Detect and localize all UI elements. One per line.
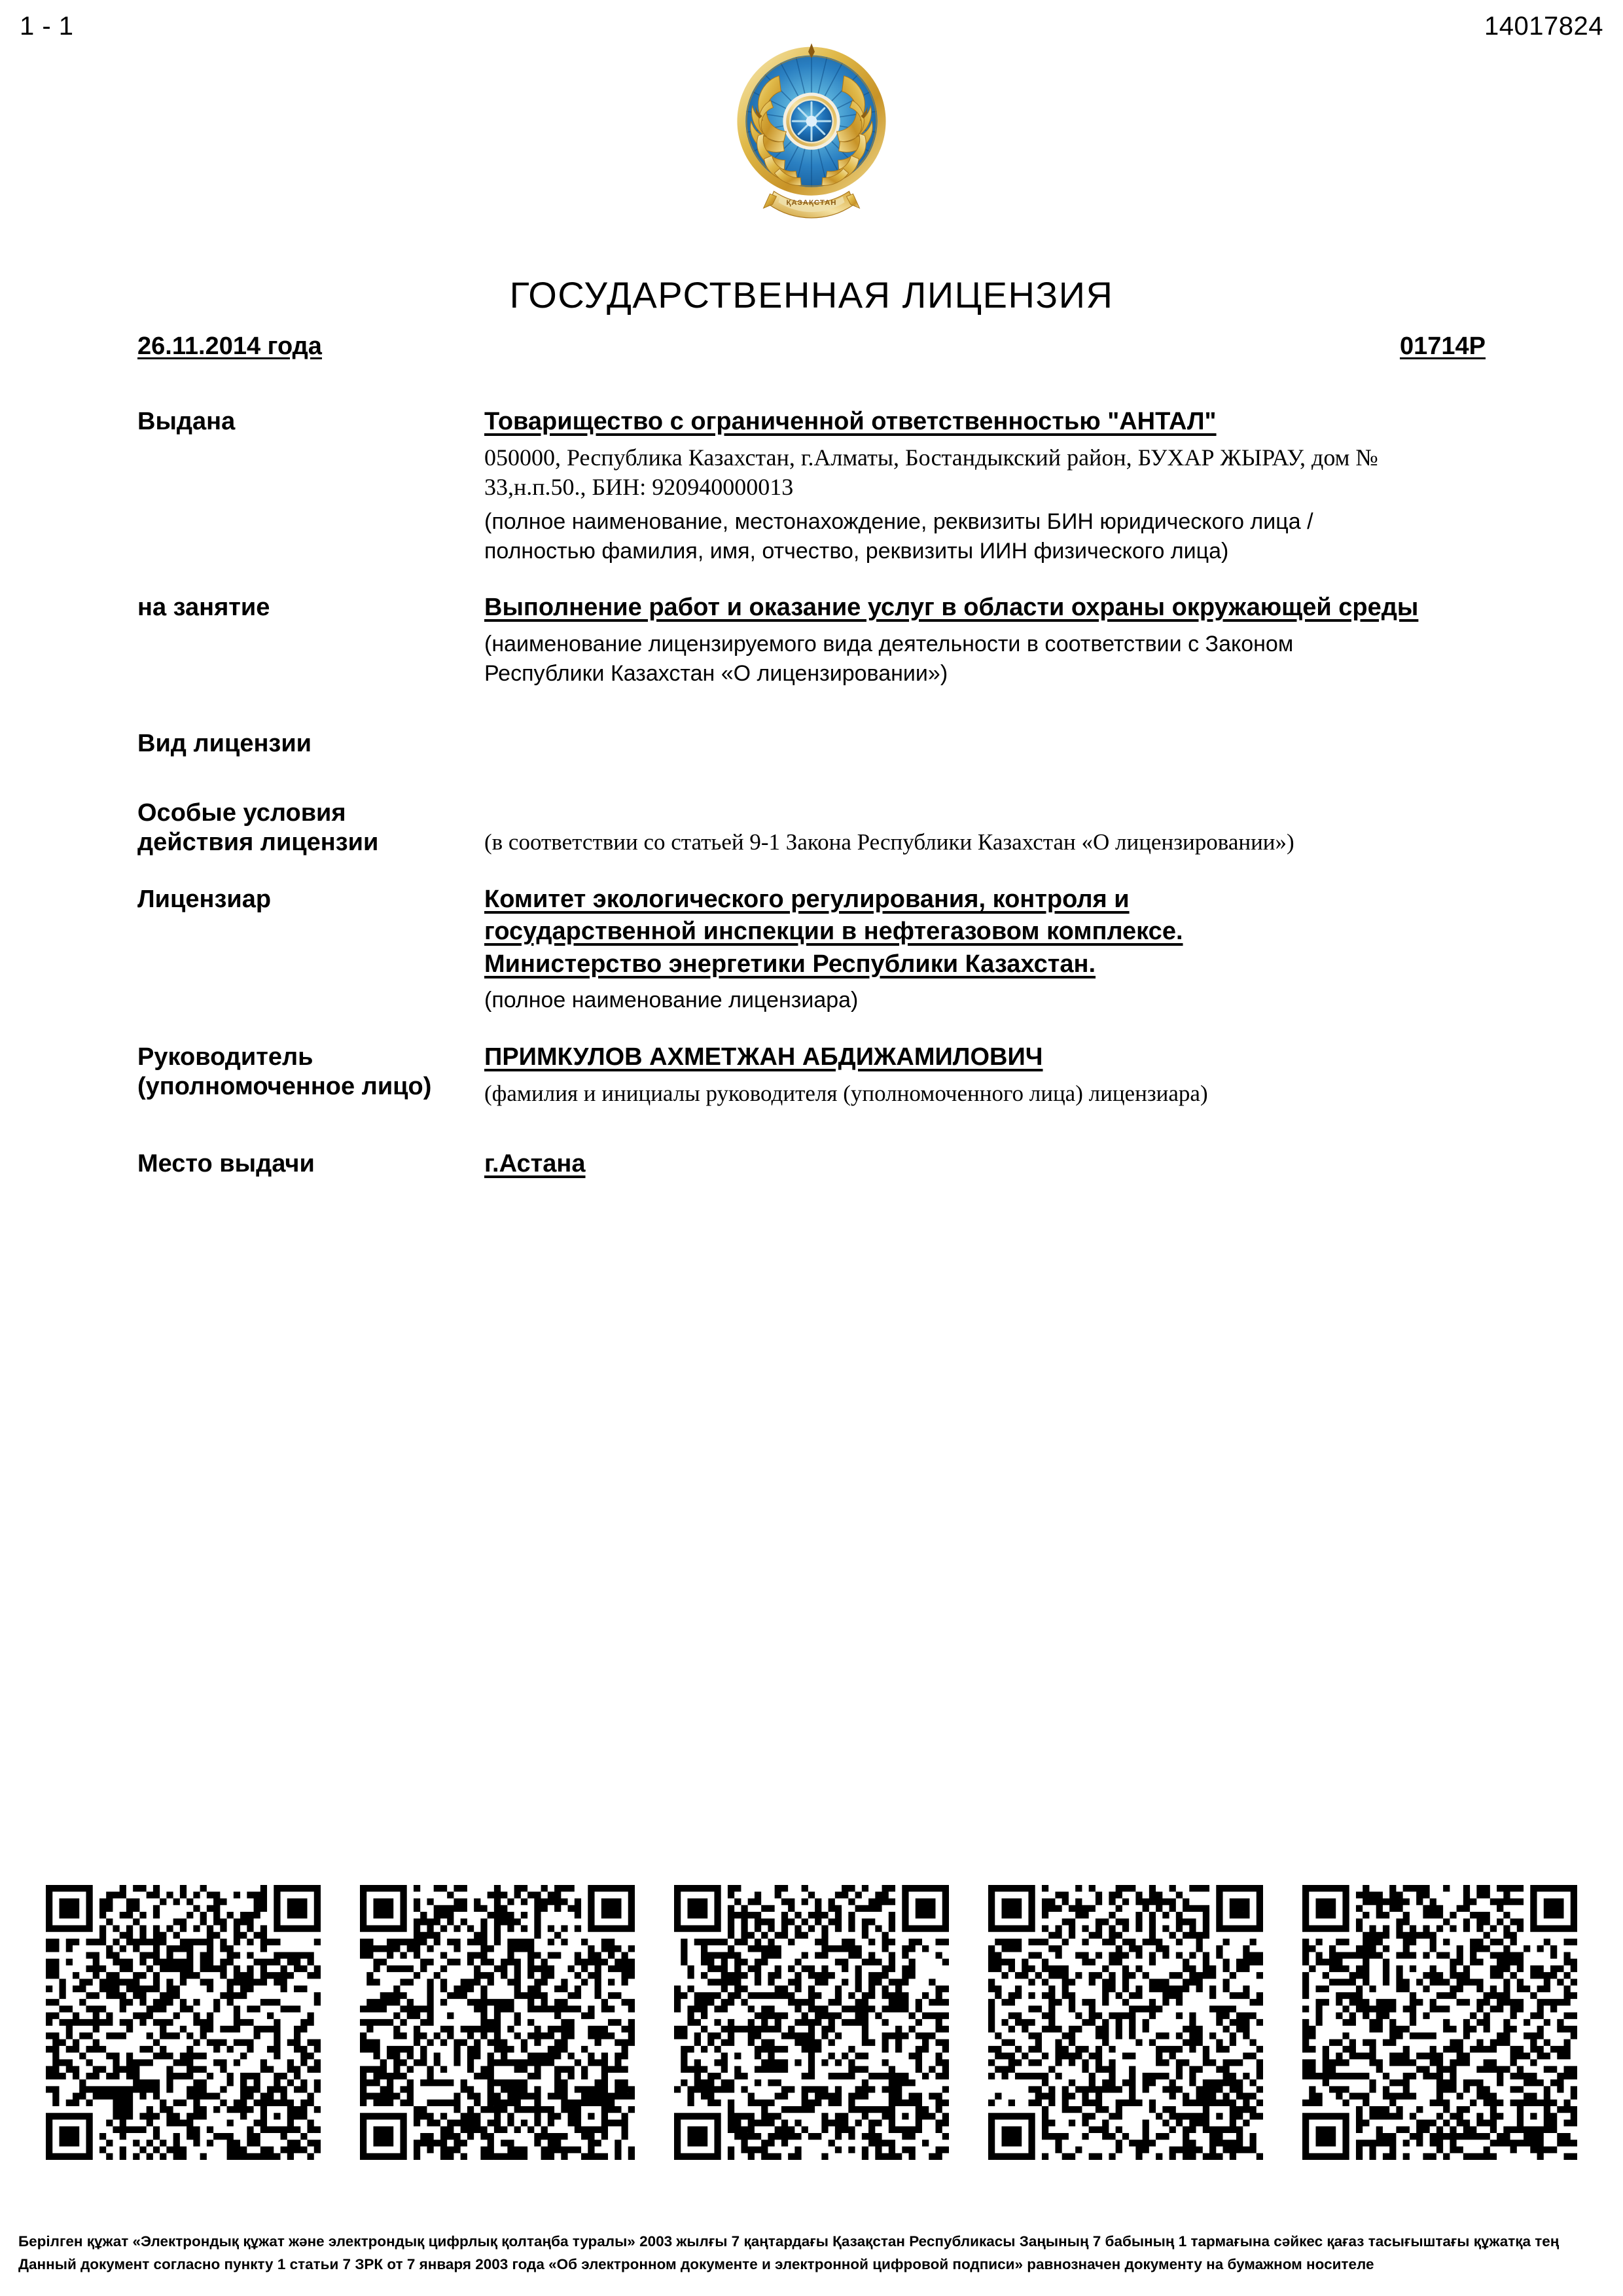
field-license-type-label: Вид лицензии	[137, 729, 312, 757]
field-place-value: г.Астана	[484, 1149, 586, 1177]
kazakhstan-coat-of-arms-icon	[734, 38, 889, 228]
issue-date: 26.11.2014 года	[137, 332, 322, 360]
field-issued-to-value: Товарищество с ограниченной ответственностью "АНТАЛ"	[484, 408, 1217, 435]
field-licensor-value-line1-wrap	[484, 884, 1499, 916]
qr-code-strip	[46, 1885, 1577, 2160]
field-activity-value-wrap	[484, 592, 1499, 624]
field-place-label: Место выдачи	[137, 1149, 315, 1177]
field-head-label-line2: (уполномоченное лицо)	[137, 1072, 432, 1100]
field-licensor-value-line3-wrap	[484, 948, 1499, 980]
license-body	[137, 406, 1499, 1180]
field-head-label-line1: Руководитель	[137, 1043, 313, 1071]
field-special-conditions-label	[137, 797, 484, 857]
field-place-value-wrap	[484, 1148, 1499, 1180]
field-activity-label: на занятие	[137, 594, 270, 622]
field-issued-to	[137, 406, 1499, 565]
field-activity-value: Выполнение работ и оказание услуг в области охраны окружающей среды	[484, 594, 1419, 622]
qr-code-4	[988, 1885, 1263, 2160]
page-indicator: 1 - 1	[20, 12, 74, 41]
footer-line-kk: Берілген құжат «Электрондық құжат және электрондық цифрлық қолтаңба туралы» 2003 жылғы 7 қаңтардағы Қазақстан Республикасы Заңының 7 бабының 1 тармағына сәйкес қағаз тасығыштағы құжатқа тең	[18, 2233, 1560, 2250]
field-special-conditions-label-line1: Особые условия	[137, 799, 346, 827]
field-activity-note-line2: Республики Казахстан «О лицензировании»)	[484, 660, 948, 686]
field-activity	[137, 592, 1499, 688]
footer-line-ru: Данный документ согласно пункту 1 статьи 7 ЗРК от 7 января 2003 года «Об электронном документе и электронной цифровой подписи» равнозначен документу на бумажном носителе	[18, 2255, 1374, 2272]
issue-date-number-row	[137, 332, 1486, 361]
field-issued-to-address-line2: 33,н.п.50., БИН: 920940000013	[484, 474, 794, 501]
page-header-bar	[20, 12, 1603, 41]
license-number: 01714Р	[1399, 332, 1486, 360]
field-licensor-value-line2: государственной инспекции в нефтегазовом комплексе.	[484, 918, 1183, 946]
field-licensor-note: (полное наименование лицензиара)	[484, 988, 859, 1013]
field-head	[137, 1041, 1499, 1109]
field-issued-to-value-wrap	[484, 406, 1499, 438]
field-licensor-value-line2-wrap	[484, 916, 1499, 948]
footer-legal-notice	[18, 2231, 1605, 2276]
field-head-value-wrap	[484, 1041, 1499, 1073]
field-licensor-value-line3: Министерство энергетики Республики Казахстан.	[484, 950, 1096, 978]
emblem-container	[0, 38, 1623, 228]
field-head-value: ПРИМКУЛОВ АХМЕТЖАН АБДИЖАМИЛОВИЧ	[484, 1043, 1043, 1071]
page-title: ГОСУДАРСТВЕННАЯ ЛИЦЕНЗИЯ	[509, 274, 1114, 315]
qr-code-1	[46, 1885, 321, 2160]
field-issued-to-address-line1: 050000, Республика Казахстан, г.Алматы, Бостандыкский район, БУХАР ЖЫРАУ, дом №	[484, 444, 1378, 471]
qr-code-3	[674, 1885, 949, 2160]
field-licensor	[137, 884, 1499, 1015]
field-licensor-value-line1: Комитет экологического регулирования, контроля и	[484, 886, 1130, 914]
field-issued-to-note-line2: полностью фамилия, имя, отчество, реквизиты ИИН физического лица)	[484, 538, 1229, 564]
field-issued-to-label: Выдана	[137, 408, 236, 435]
field-license-type	[137, 728, 1499, 759]
svg-text:ҚАЗАҚСТАН: ҚАЗАҚСТАН	[786, 199, 837, 207]
field-activity-note-line1: (наименование лицензируемого вида деятельности в соответствии с Законом	[484, 631, 1294, 656]
qr-code-5	[1302, 1885, 1577, 2160]
field-special-conditions	[137, 797, 1499, 857]
qr-code-2	[360, 1885, 635, 2160]
field-head-note: (фамилия и инициалы руководителя (уполномоченного лица) лицензиара)	[484, 1081, 1208, 1107]
field-special-conditions-note: (в соответствии со статьей 9-1 Закона Республики Казахстан «О лицензировании»)	[484, 829, 1294, 855]
field-place	[137, 1148, 1499, 1180]
document-number: 14017824	[1484, 12, 1603, 41]
field-issued-to-note-line1: (полное наименование, местонахождение, реквизиты БИН юридического лица /	[484, 509, 1313, 534]
field-licensor-label: Лицензиар	[137, 886, 272, 914]
field-head-label	[137, 1041, 484, 1102]
field-special-conditions-label-line2: действия лицензии	[137, 829, 379, 857]
